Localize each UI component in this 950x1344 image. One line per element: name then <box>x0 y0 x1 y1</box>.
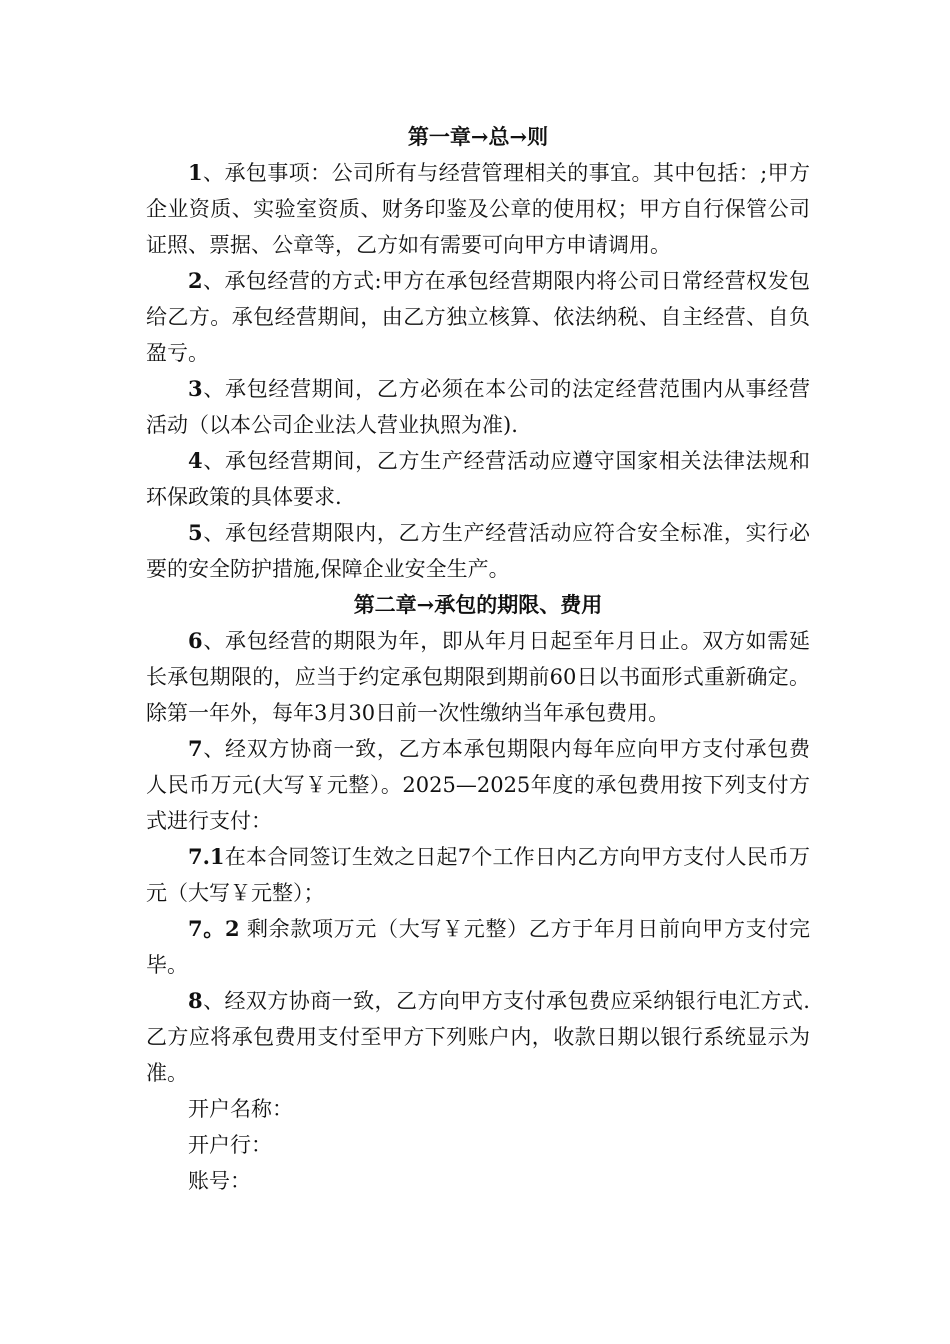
clause-6 <box>146 623 810 731</box>
clause-text: 、承包经营期间，乙方生产经营活动应遵守国家相关法律法规和环保政策的具体要求. <box>146 449 810 509</box>
clause-text: 、经双方协商一致，乙方本承包期限内每年应向甲方支付承包费人民币万元(大写￥元整）。2025—2025年度的承包费用按下列支付方式进行支付： <box>146 737 810 833</box>
clause-number: 8 <box>188 988 203 1013</box>
account-number-label: 账号： <box>188 1169 251 1193</box>
clause-7 <box>146 731 810 839</box>
clause-text: 在本合同签订生效之日起7个工作日内乙方向甲方支付人民币万元（大写￥元整）； <box>146 845 810 905</box>
clause-7-2 <box>146 911 810 983</box>
clause-2 <box>146 263 810 371</box>
clause-4 <box>146 443 810 515</box>
clause-text: 、承包经营的期限为年，即从年月日起至年月日止。双方如需延长承包期限的，应当于约定承包期限到期前60日以书面形式重新确定。除第一年外，每年3月30日前一次性缴纳当年承包费用。 <box>146 629 810 725</box>
clause-number: 7.1 <box>188 844 225 869</box>
clause-text: 、承包经营的方式:甲方在承包经营期限内将公司日常经营权发包给乙方。承包经营期间，由乙方独立核算、依法纳税、自主经营、自负盈亏。 <box>146 269 810 365</box>
clause-7-1 <box>146 839 810 911</box>
document-content <box>146 119 810 1199</box>
clause-number: 5 <box>188 520 203 545</box>
clause-number: 1 <box>188 160 203 185</box>
clause-number: 7 <box>188 736 203 761</box>
clause-text: 剩余款项万元（大写￥元整）乙方于年月日前向甲方支付完毕。 <box>146 917 810 977</box>
clause-text: 、承包事项：公司所有与经营管理相关的事宜。其中包括：;甲方企业资质、实验室资质、财务印鉴及公章的使用权；甲方自行保管公司证照、票据、公章等，乙方如有需要可向甲方申请调用。 <box>146 161 810 257</box>
clause-8 <box>146 983 810 1091</box>
clause-number: 2 <box>188 268 203 293</box>
clause-text: 、经双方协商一致，乙方向甲方支付承包费应采纳银行电汇方式.乙方应将承包费用支付至甲方下列账户内，收款日期以银行系统显示为准。 <box>146 989 810 1085</box>
clause-text: 、承包经营期间，乙方必须在本公司的法定经营范围内从事经营活动（以本公司企业法人营业执照为准). <box>146 377 810 437</box>
clause-text: 、承包经营期限内，乙方生产经营活动应符合安全标准，实行必要的安全防护措施,保障企业安全生产。 <box>146 521 810 581</box>
clause-number: 7。2 <box>188 916 240 941</box>
clause-number: 3 <box>188 376 203 401</box>
account-name-label: 开户名称： <box>188 1097 293 1121</box>
clause-number: 6 <box>188 628 203 653</box>
chapter-1-title: 第一章→总→则 <box>407 124 549 149</box>
clause-1 <box>146 155 810 263</box>
clause-number: 4 <box>188 448 203 473</box>
bank-name-label: 开户行： <box>188 1133 272 1157</box>
clause-5 <box>146 515 810 587</box>
chapter-2-title: 第二章→承包的期限、费用 <box>353 592 603 617</box>
clause-3 <box>146 371 810 443</box>
